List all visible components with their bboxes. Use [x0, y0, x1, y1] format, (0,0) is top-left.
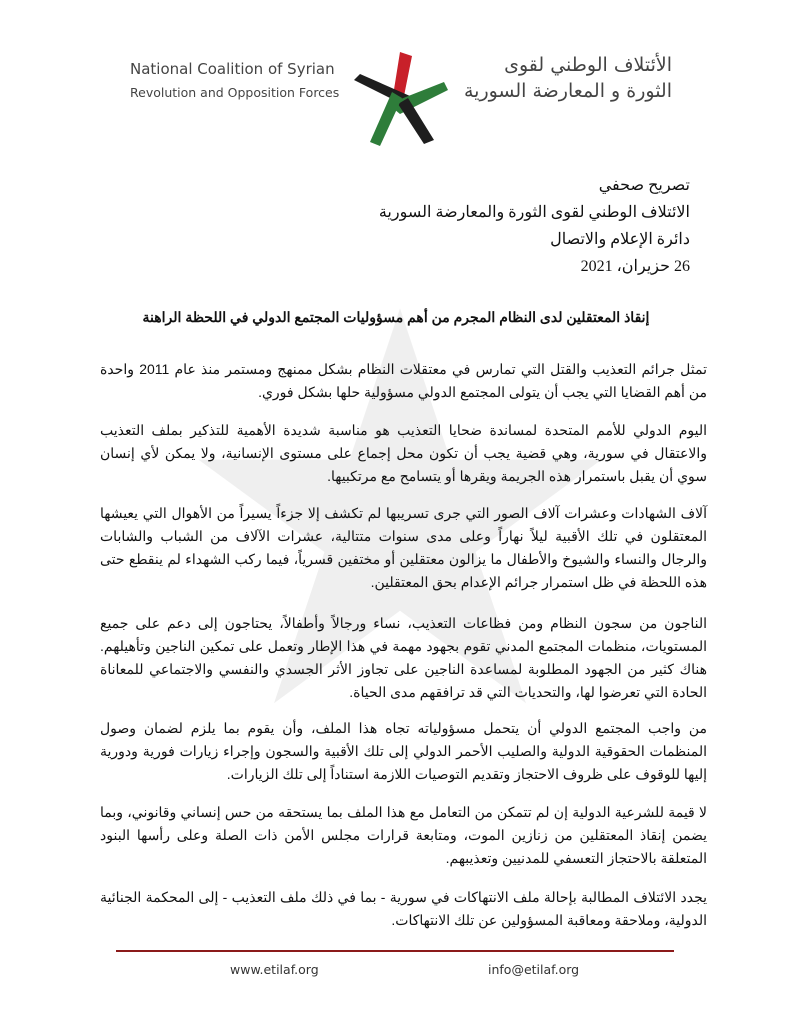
paragraph-1: تمثل جرائم التعذيب والقتل التي تمارس في معتقلات النظام بشكل ممنهج ومستمر منذ عام 2011 واحدة من أهم القضايا التي يجب أن يتولى المجتمع الدولي مسؤولية حلها بشكل فوري. — [100, 361, 707, 400]
paragraph-4: الناجون من سجون النظام ومن فظاعات التعذيب، نساء ورجالاً وأطفالاً، يحتاجون إلى دعم على جميع المستويات، منظمات المجتمع المدني تقوم بجهود مهمة في هذا الإطار وتعمل على تمكين الناجين وتأهيلهم. هناك كثير من الجهود المطلوبة لمساعدة الناجين على تجاوز الأثر الجسدي والنفسي والاجتماعي للمعاناة الحادة التي تعرضوا لها، والتحديات التي قد ترافقهم مدى الحياة. — [100, 615, 707, 700]
paragraph-6: لا قيمة للشرعية الدولية إن لم تتمكن من التعامل مع هذا الملف بما يستحقه من حس إنساني وقانوني، وبما يضمن إنقاذ المعتقلين من زنازين الموت، ومتابعة قرارات مجلس الأمن ذات الصلة وعلى رأسها البنود المتعلقة بالاحتجاز التعسفي للمدنيين وتعذيبهم. — [100, 804, 707, 866]
email-link[interactable]: info@etilaf.org — [488, 962, 580, 977]
org-name-ar-line1: الأئتلاف الوطني لقوى — [504, 54, 672, 76]
document-title: إنقاذ المعتقلين لدى النظام المجرم من أهم مسؤوليات المجتمع الدولي في اللحظة الراهنة — [142, 309, 650, 325]
paragraph-5: من واجب المجتمع الدولي أن يتحمل مسؤولياته تجاه هذا الملف، وأن يقوم بما يلزم لضمان وصول المنظمات الحقوقية الدولية والصليب الأحمر الدولي إلى تلك الأقبية والسجون وإجراء زيارات فورية ودورية إليها للوقوف على ظروف الاحتجاز وتقديم التوصيات اللازمة استناداً إلى تلك الزيارات. — [100, 720, 707, 782]
paragraph-2: اليوم الدولي للأمم المتحدة لمساندة ضحايا التعذيب هو مناسبة شديدة الأهمية للتذكير بملف التعذيب والاعتقال في سورية، وهي قضية يجب أن تكون محل إجماع على مستوى الإنسانية، ولا يمكن لأي إنسان سوي أن يقبل باستمرار هذه الجريمة ويقرها أو يتسامح مع مرتكبيها. — [100, 422, 708, 484]
org-name-en — [130, 58, 339, 104]
org-name-en-line2: Revolution and Opposition Forces — [130, 85, 340, 100]
org-name-en-line1: National Coalition of Syrian — [130, 60, 335, 78]
coalition-star-logo-icon — [348, 48, 453, 148]
paragraph-7: يجدد الائتلاف المطالبة بإحالة ملف الانتهاكات في سورية - بما في ذلك ملف التعذيب - إلى المحكمة الجنائية الدولية، وملاحقة ومعاقبة المسؤولين عن تلك الانتهاكات. — [100, 889, 707, 928]
website-link[interactable]: www.etilaf.org — [230, 962, 319, 977]
org-name-ar-line2: الثورة و المعارضة السورية — [463, 80, 672, 102]
org-name-ar — [464, 52, 672, 104]
footer-divider — [116, 950, 674, 952]
department: دائرة الإعلام والاتصال — [550, 231, 690, 248]
organization: الائتلاف الوطني لقوى الثورة والمعارضة السورية — [378, 204, 690, 221]
date: 26 حزيران، 2021 — [580, 258, 690, 275]
doc-type: تصريح صحفي — [598, 177, 690, 194]
paragraph-3: آلاف الشهادات وعشرات آلاف الصور التي جرى تسريبها لم تكشف إلا جزءاً يسيراً من الأهوال التي يعيشها المعتقلون في تلك الأقبية ليلاً نهاراً وعلى مدى سنوات متتالية، عشرات الآلاف من الشباب والشابات والرجال والنساء والشيوخ والأطفال ما يزالون معتقلين أو مختفين قسرياً، فيما ركب الشهداء لم ينقطع حتى هذه اللحظة في ظل استمرار جرائم الإعدام بحق المعتقلين. — [100, 505, 707, 590]
press-release-meta — [379, 172, 690, 280]
